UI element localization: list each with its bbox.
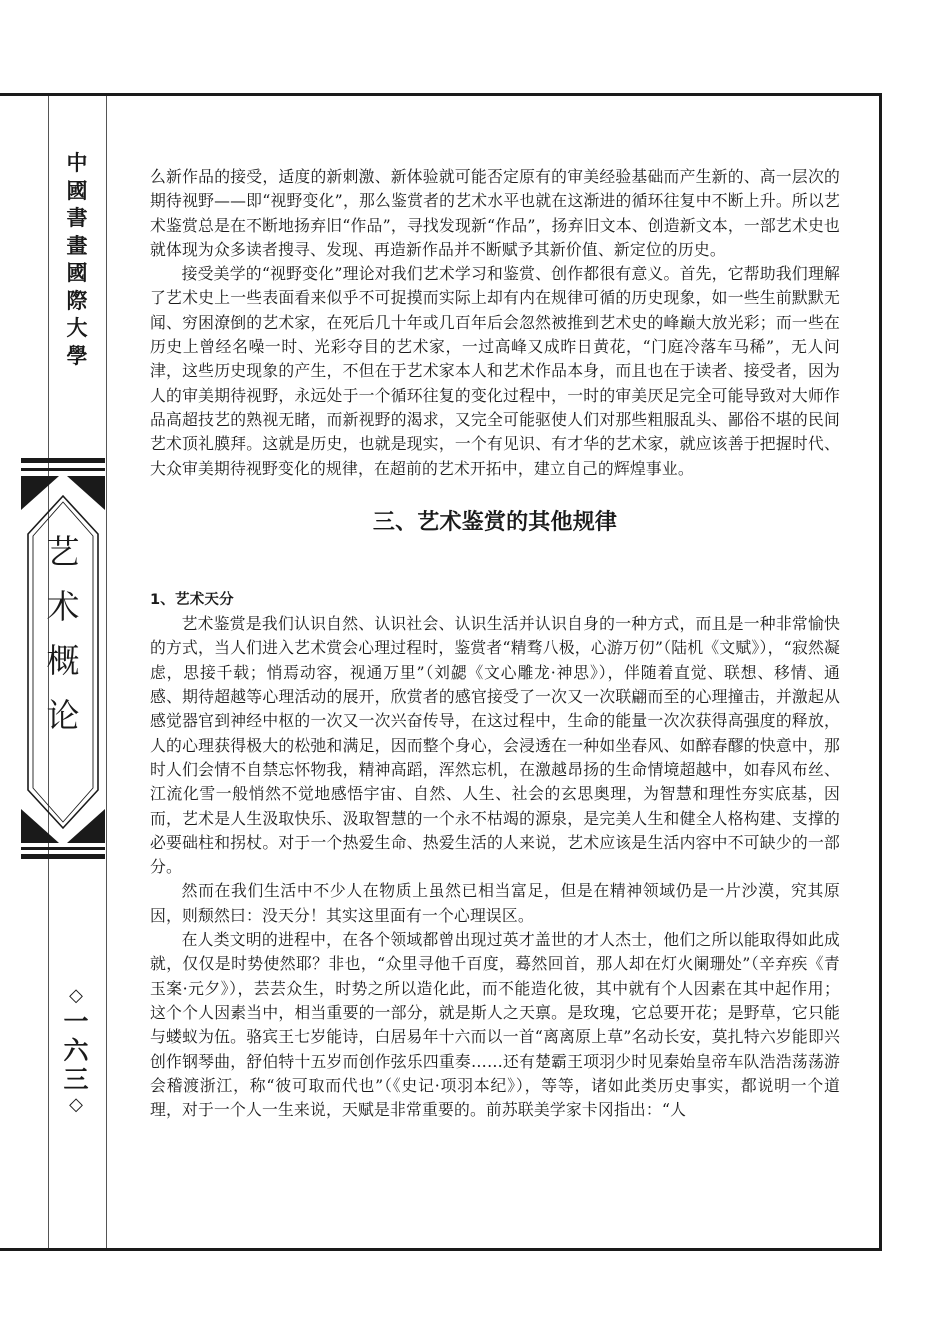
diamond-icon: ◇ xyxy=(69,985,83,1006)
book-title-vertical xyxy=(40,525,86,743)
school-char: 際 xyxy=(66,288,88,313)
page-number-char: 一 xyxy=(63,1007,89,1036)
ornament-bar xyxy=(21,458,105,463)
ornament-bar xyxy=(21,847,105,850)
school-char: 中 xyxy=(66,151,88,175)
sidebar-rule-right xyxy=(106,96,107,1248)
title-char: 术 xyxy=(46,586,80,626)
ornament-wedge xyxy=(21,809,59,843)
section-heading: 三、艺术鉴赏的其他规律 xyxy=(372,509,618,535)
page-number-char: 三 xyxy=(63,1065,89,1094)
school-char: 國 xyxy=(66,178,88,203)
paragraph: 艺术鉴赏是我们认识自然、认识社会、认识生活并认识自身的一种方式，而且是一种非常愉快的方式，当人们进入艺术赏会心理过程时，鉴赏者“精骛八极，心游万仞”（陆机《文赋》），“寂然凝虑，思接千载；悄焉动容，视通万里”（刘勰《文心雕龙·神思》），伴随着直觉、联想、移情、通感、期待超越等心理活动的展开，欣赏者的感官接受了一次又一次联翩而至的心理撞击，并激起从感觉器官到神经中枢的一次又一次兴奋传导，在这过程中，生命的能量一次次获得高强度的释放，人的心理获得极大的松弛和满足，因而整个身心，会浸透在一种如坐春风、如醉春醪的快意中，那时人们会情不自禁忘怀物我，精神高蹈，浑然忘机，在激越昂扬的生命情境超越中，如春风布丝、江流化雪一般悄然不觉地感悟宇宙、自然、人生、社会的玄思奥理，为智慧和理性夯实底基，因而，艺术是人生汲取快乐、汲取智慧的一个永不枯竭的源泉，是完美人生和健全人格构建、支撑的必要础柱和拐杖。对于一个热爱生命、热爱生活的人来说，艺术应该是生活内容中不可缺少的一部分。 xyxy=(150,614,840,877)
school-char: 畫 xyxy=(66,233,88,258)
page-number-char: 六 xyxy=(63,1036,89,1065)
main-text xyxy=(150,165,840,1122)
school-char: 大 xyxy=(66,316,88,340)
title-char: 概 xyxy=(46,641,80,680)
school-char: 國 xyxy=(66,261,88,285)
title-char: 论 xyxy=(46,695,80,735)
paragraph: 在人类文明的进程中，在各个领域都曾出现过英才盖世的才人杰士，他们之所以能取得如此成就，仅仅是时势使然耶？非也，“众里寻他千百度，蓦然回首，那人却在灯火阑珊处”（辛弃疾《青玉案·元夕》），芸芸众生，时势之所以造化此，而不能造化彼，其中就有个人因素在其中起作用；这个个人因素当中，相当重要的一部分，就是斯人之天禀。是玫瑰，它总要开花；是野草，它只能与蝼蚁为伍。骆宾王七岁能诗，白居易年十六而以一首“离离原上草”名动长安，莫扎特六岁能即兴创作钢琴曲，舒伯特十五岁而创作弦乐四重奏……还有楚霸王项羽少时见秦始皇帝车队浩浩荡荡游会稽渡浙江，称“彼可取而代也”（《史记·项羽本纪》），等等，诸如此类历史事实，都说明一个道理，对于一个人一生来说，天赋是非常重要的。前苏联美学家卡冈指出：“人 xyxy=(150,930,840,1120)
paragraph: 么新作品的接受，适度的新刺激、新体验就可能否定原有的审美经验基础而产生新的、高一层次的期待视野——即“视野变化”，那么鉴赏者的艺术水平也就在这渐进的循环往复中不断上升。所以艺术鉴赏总是在不断地扬弃旧“作品”，寻找发现新“作品”，扬弃旧文本、创造新文本，一部艺术史也就体现为众多读者搜寻、发现、再造新作品并不断赋予其新价值、新定位的历史。 xyxy=(150,167,840,259)
paragraph: 接受美学的“视野变化”理论对我们艺术学习和鉴赏、创作都很有意义。首先，它帮助我们理解了艺术史上一些表面看来似乎不可捉摸而实际上却有内在规律可循的历史现象，如一些生前默默无闻、穷困潦倒的艺术家，在死后几十年或几百年后会忽然被推到艺术史的峰巅大放光彩；而一些在历史上曾经名噪一时、光彩夺目的艺术家，一过高峰又成昨日黄花，“门庭冷落车马稀”，无人问津，这些历史现象的产生，不但在于艺术家本人和艺术作品本身，而且也在于读者、接受者，因为人的审美期待视野，永远处于一个循环往复的变化过程中，一时的审美厌足完全可能导致对大师作品高超技艺的熟视无睹，而新视野的渴求，又完全可能驱使人们对那些粗服乱头、鄙俗不堪的民间艺术顶礼膜拜。这就是历史，也就是现实，一个有见识、有才华的艺术家，就应该善于把握时代、大众审美期待视野变化的规律，在超前的艺术开拓中，建立自己的辉煌事业。 xyxy=(150,264,840,478)
diamond-icon: ◇ xyxy=(69,1094,83,1115)
school-name-vertical xyxy=(58,150,96,370)
ornament-bar xyxy=(21,468,105,471)
page-number-vertical xyxy=(52,985,100,1116)
ornament-bar xyxy=(21,854,105,859)
title-char: 艺 xyxy=(46,532,80,571)
paragraph: 然而在我们生活中不少人在物质上虽然已相当富足，但是在精神领域仍是一片沙漠，究其原因，则颓然曰：没天分！其实这里面有一个心理误区。 xyxy=(150,881,840,925)
ornament-wedge xyxy=(67,809,105,843)
school-char: 書 xyxy=(66,206,88,230)
school-char: 學 xyxy=(66,343,88,368)
subsection-heading: 1、艺术天分 xyxy=(150,591,234,608)
